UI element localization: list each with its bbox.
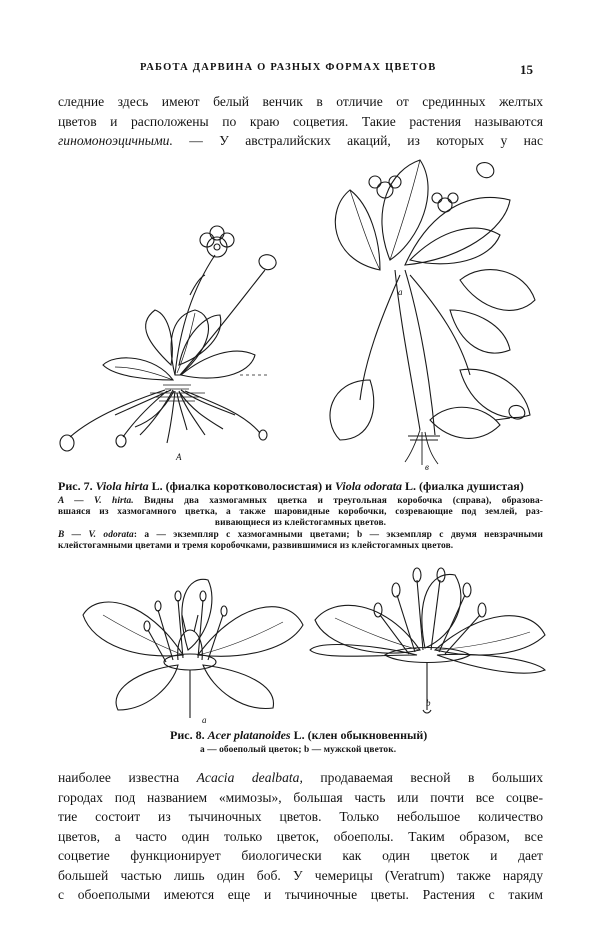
capsule-runner-drawings <box>60 390 267 451</box>
figure-7-species-2: Viola odorata <box>335 479 403 493</box>
figure-7-caption-line-4 <box>58 530 543 541</box>
figure-7-caption-body <box>58 496 543 552</box>
intro-line-1: следние здесь имеют белый венчик в отличие от срединных желтых <box>58 94 543 109</box>
figure-7-caption-title <box>58 479 524 494</box>
figure-8-species: Acer platanoides <box>207 728 291 742</box>
body-paragraph <box>58 768 543 905</box>
body-line-7: с обоеполыми имеются еще и тычиночные цветы. Растения с таким <box>58 887 543 902</box>
figure-7-caption-line-5: клейстогамными цветами и тремя коробочками, развившимися из клейстогамных цветов. <box>58 540 454 551</box>
figure-7-caption-line-1 <box>58 496 543 507</box>
figure-7-caption-line-2: вшаяся из хазмогамного цветка, а также шаровидные коробочки, созревающие под землей, раз- <box>58 507 543 518</box>
acacia-dealbata-term: Acacia dealbata, <box>196 770 303 785</box>
figure-7-caption-prefix: Рис. 7. <box>58 479 96 493</box>
intro-paragraph <box>58 92 543 151</box>
petal-drawings <box>310 574 545 673</box>
root-cluster-drawing <box>115 390 235 443</box>
figure-7-species-1: Viola hirta <box>95 479 149 493</box>
figure-7-caption-a-line-1: Видны два хазмогамных цветка и треугольная коробочка (справа), образова- <box>133 496 543 506</box>
body-line-2: городах под названием «мимозы», большая часть или почти все соцве- <box>58 789 543 805</box>
figure-8-male-flower-illustration <box>305 560 550 720</box>
figure-7-label-b: в <box>425 462 429 472</box>
figure-7-species-2-rest: L. (фиалка душистая) <box>402 479 524 493</box>
figure-7-viola-hirta-illustration <box>55 215 295 460</box>
figure-8-label-b: b <box>426 698 431 708</box>
body-line-1 <box>58 768 543 788</box>
figure-8-species-rest: L. (клен обыкновенный) <box>290 728 428 742</box>
running-title: РАБОТА ДАРВИНА О РАЗНЫХ ФОРМАХ ЦВЕТОВ <box>140 62 437 73</box>
figure-8-bisexual-flower-illustration <box>78 560 308 720</box>
figure-7-species-1-rest: L. (фиалка коротковолосистая) и <box>148 479 336 493</box>
figure-7-caption-line-3: вивающиеся из клейстогамных цветов. <box>214 518 387 529</box>
stem-drawings <box>360 270 470 435</box>
body-line-1-post: продаваемая весной в больших <box>302 770 543 785</box>
figure-8-label-a: a <box>202 715 207 725</box>
stamen-drawings <box>144 591 227 662</box>
figure-7-caption-b-line-1: : a — экземпляр с хазмогамными цветами; b — экземпляр с двумя невзрачными <box>133 529 544 540</box>
petal-drawings <box>83 579 303 710</box>
intro-line-2: цветов и расположены по краю соцветия. Такие растения называются <box>58 113 543 129</box>
root-drawings <box>405 430 440 465</box>
figure-8-caption-title <box>170 728 427 743</box>
intro-term: гиномоноэцичными. <box>58 133 173 148</box>
figure-8-legend-line: a — обоеполый цветок; b — мужской цветок. <box>200 745 397 755</box>
intro-line-3-rest: — У австралийских акаций, из которых у нас <box>172 133 543 148</box>
body-line-1-pre: наиболее известна <box>58 770 197 785</box>
intro-line-3 <box>58 131 543 151</box>
figure-7-label-a: A <box>176 452 182 462</box>
figure-8-caption-prefix: Рис. 8. <box>170 728 208 742</box>
figure-7-key-a: A — V. hirta. <box>58 496 134 506</box>
figure-7-key-b: B — V. odorata <box>58 529 134 540</box>
figure-8-legend <box>200 745 440 756</box>
body-line-3: тие состоит из тычиночных цветов. Только небольшое количество <box>58 809 543 824</box>
body-line-4: цветов, а часто один только цветок, обоеполы. Таким образом, все <box>58 828 543 844</box>
body-line-6: большей частью лишь один боб. У чемерицы (Veratrum) также наряду <box>58 867 543 883</box>
pistil-drawing <box>164 615 216 718</box>
figure-7-viola-odorata-illustration <box>310 150 550 470</box>
page-number: 15 <box>520 62 533 77</box>
body-line-5: соцветие функционирует биологически как один цветок и дает <box>58 848 543 863</box>
figure-7-label-a-lower: a <box>398 287 403 297</box>
